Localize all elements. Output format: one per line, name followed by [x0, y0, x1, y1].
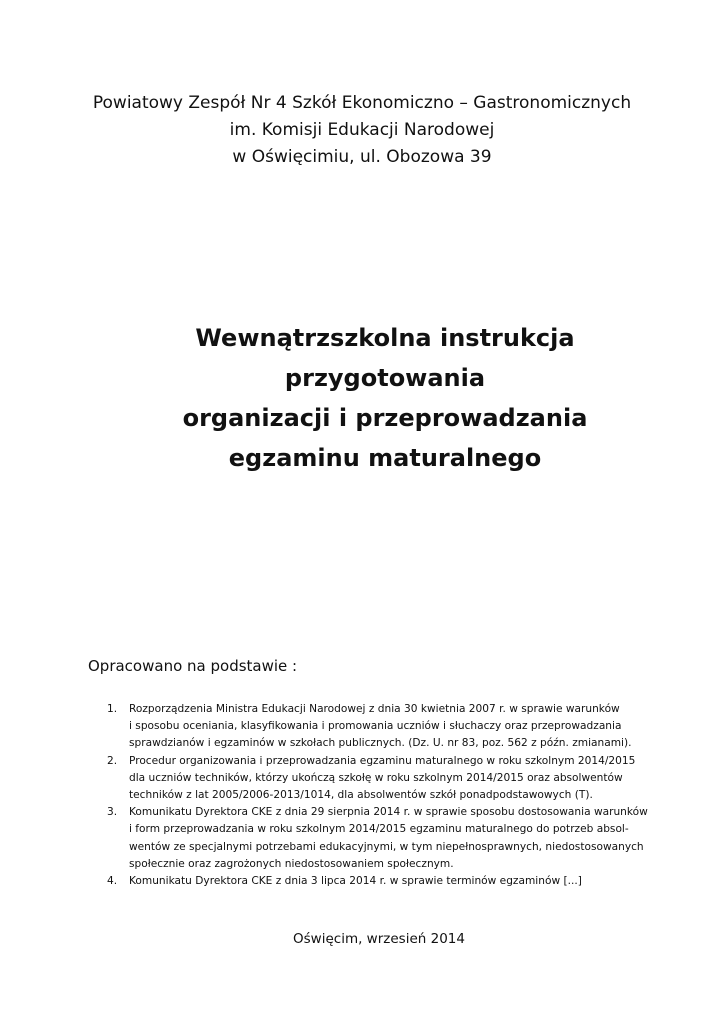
reference-item: [107, 701, 682, 753]
reference-number: 4.: [107, 875, 118, 888]
title-line: organizacji i przeprowadzania: [182, 404, 588, 432]
reference-text-line: Procedur organizowania i przeprowadzania egzaminu maturalnego w roku szkolnym 2014/2015: [129, 754, 636, 767]
reference-item: [107, 873, 682, 890]
school-name-line: Powiatowy Zespół Nr 4 Szkół Ekonomiczno – Gastronomicznych: [92, 93, 632, 113]
title-line: przygotowania: [284, 364, 486, 392]
reference-text-line: dla uczniów techników, którzy ukończą szkołę w roku szkolnym 2014/2015 oraz absolwentów: [129, 771, 623, 784]
school-address-line: w Oświęcimiu, ul. Obozowa 39: [232, 147, 492, 167]
reference-text-line: i sposobu oceniania, klasyfikowania i promowania uczniów i słuchaczy oraz przeprowadzania: [129, 720, 622, 733]
reference-text-line: społecznie oraz zagrożonych niedostosowaniem społecznym.: [129, 857, 454, 870]
school-header: [0, 90, 724, 171]
title-line: egzaminu maturalnego: [228, 444, 542, 472]
reference-text-line: Rozporządzenia Ministra Edukacji Narodowej z dnia 30 kwietnia 2007 r. w sprawie warunków: [129, 703, 620, 715]
reference-text-line: wentów ze specjalnymi potrzebami edukacyjnymi, w tym niepełnosprawnych, niedostosowanych: [129, 840, 644, 853]
reference-item: [107, 804, 682, 873]
document-title: [0, 318, 724, 478]
basis-label: Opracowano na podstawie :: [88, 657, 298, 675]
place-date: Oświęcim, wrzesień 2014: [293, 931, 465, 947]
reference-number: 1.: [107, 703, 118, 715]
title-line: Wewnątrzszkolna instrukcja: [195, 324, 575, 352]
reference-text-line: i form przeprowadzania w roku szkolnym 2014/2015 egzaminu maturalnego do potrzeb absol-: [129, 823, 629, 836]
reference-text-line: sprawdzianów i egzaminów w szkołach publicznych. (Dz. U. nr 83, poz. 562 z późn. zmianami).: [129, 737, 632, 750]
reference-item: [107, 753, 682, 805]
references-list: [107, 701, 682, 890]
school-patron-line: im. Komisji Edukacji Narodowej: [229, 120, 495, 140]
reference-text-line: Komunikatu Dyrektora CKE z dnia 29 sierpnia 2014 r. w sprawie sposobu dostosowania warunków: [129, 806, 648, 819]
reference-text-line: techników z lat 2005/2006-2013/1014, dla absolwentów szkół ponadpodstawowych (T).: [129, 789, 593, 802]
reference-text-line: Komunikatu Dyrektora CKE z dnia 3 lipca 2014 r. w sprawie terminów egzaminów [...]: [129, 875, 582, 888]
reference-number: 3.: [107, 806, 118, 819]
reference-number: 2.: [107, 754, 118, 767]
